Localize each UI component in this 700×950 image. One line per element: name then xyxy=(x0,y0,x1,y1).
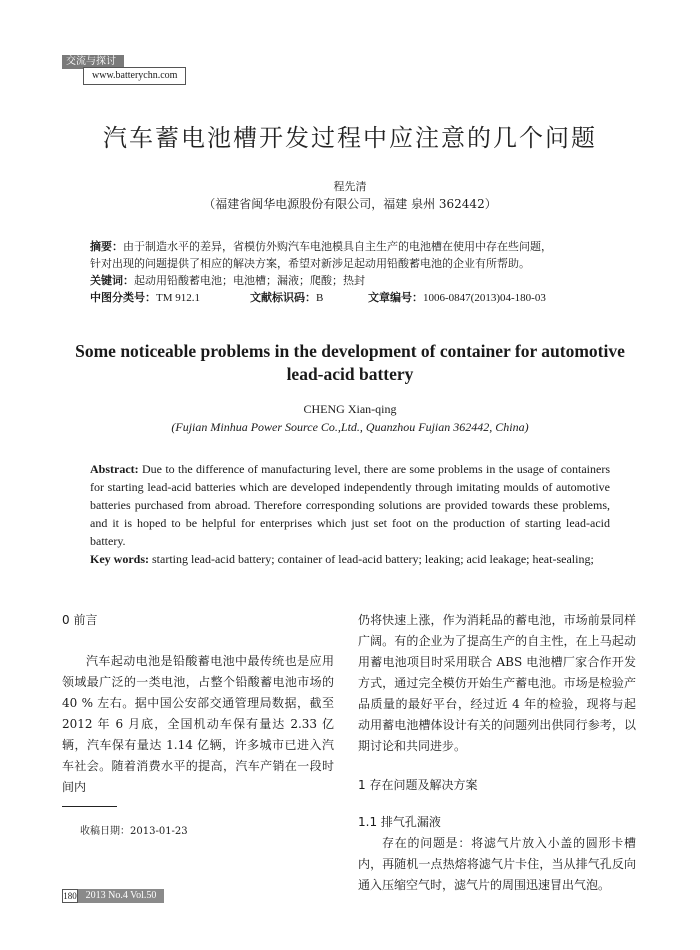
chinese-keywords xyxy=(90,272,610,289)
english-affiliation: (Fujian Minhua Power Source Co.,Ltd., Quanzhou Fujian 362442, China) xyxy=(171,420,529,434)
english-keywords-text: starting lead-acid battery; container of lead-acid battery; leaking; acid leakage; heat-sealing; xyxy=(152,552,594,566)
chinese-author: 程先清 xyxy=(333,180,367,193)
english-keywords-label: Key words: xyxy=(90,552,149,566)
chinese-affiliation: （福建省闽华电源股份有限公司，福建 泉州 362442） xyxy=(203,197,497,211)
chinese-abstract xyxy=(90,238,610,272)
received-date-footnote: 收稿日期：2013-01-23 xyxy=(80,826,188,837)
classification-line xyxy=(90,289,610,307)
section-tag: 交流与探讨 xyxy=(62,55,124,69)
footnote-rule xyxy=(62,806,117,807)
english-keywords xyxy=(90,550,610,568)
clc-value: TM 912.1 xyxy=(156,292,200,304)
article-number-label: 文章编号： xyxy=(368,291,423,304)
clc-label: 中图分类号： xyxy=(90,291,156,304)
english-title: Some noticeable problems in the development of container for automotive lead-acid battery xyxy=(75,341,625,384)
doc-code-value: B xyxy=(316,292,324,304)
right-column xyxy=(358,610,636,896)
chinese-title: 汽车蓄电池槽开发过程中应注意的几个问题 xyxy=(103,124,597,152)
chinese-keywords-label: 关键词： xyxy=(90,274,134,287)
journal-website: www.batterychn.com xyxy=(83,67,186,85)
issue-label: 2013 No.4 Vol.50 xyxy=(78,889,164,903)
doc-code-label: 文献标识码： xyxy=(250,291,316,304)
left-column xyxy=(62,610,334,798)
article-number-value: 1006-0847(2013)04-180-03 xyxy=(423,292,546,304)
english-abstract xyxy=(90,460,610,550)
section-1-1-paragraph: 存在的问题是：将滤气片放入小盖的圆形卡槽内，再随机一点热熔将滤气片卡住，当从排气孔反向通入压缩空气时，滤气片的周围迅速冒出气泡。 xyxy=(358,836,636,892)
section-0-heading: 0 前言 xyxy=(62,613,98,627)
chinese-abstract-line1: 由于制造水平的差异，省模仿外购汽车电池模具自主生产的电池槽在使用中存在些问题， xyxy=(123,240,552,253)
section-0-paragraph: 汽车起动电池是铅酸蓄电池中最传统也是应用领域最广泛的一类电池，占整个铅酸蓄电池市场的 40 % 左右。据中国公安部交通管理局数据，截至 2012 年 6 月底，全国机动车保有量达 2.33 亿辆，汽车保有量达 1.14 亿辆，许多城市已进入汽车社会。随着消费水平的提高，汽车产销在一段时间内 xyxy=(62,654,334,794)
chinese-keywords-text: 起动用铅酸蓄电池；电池槽；漏液；爬酸；热封 xyxy=(134,274,365,287)
english-author: CHENG Xian-qing xyxy=(303,402,397,416)
page-number: 180 xyxy=(63,891,77,901)
continued-paragraph: 仍将快速上涨，作为消耗品的蓄电池，市场前景同样广阔。有的企业为了提高生产的自主性，在上马起动用蓄电池项目时采用联合 ABS 电池槽厂家合作开发方式，通过完全模仿开始生产蓄电池。市场是检验产品质量的最好平台，经过近 4 年的检验，现将与起动用蓄电池槽体设计有关的问题列出供同行参考，以期讨论和共同进步。 xyxy=(358,613,636,753)
english-abstract-label: Abstract: xyxy=(90,462,139,476)
chinese-abstract-label: 摘要： xyxy=(90,240,123,253)
chinese-abstract-line2: 针对出现的问题提供了相应的解决方案，希望对新涉足起动用铅酸蓄电池的企业有所帮助。 xyxy=(90,257,530,270)
english-abstract-text: Due to the difference of manufacturing level, there are some problems in the usage of containers for starting lead-acid batteries which are developed independently through imitating moulds of automotive batteries purchased from abroad. Therefore corresponding solutions are provided towards these problems, and it is hoped to be helpful for enterprises which just set foot on the production of starting lead-acid battery. xyxy=(90,462,610,548)
section-1-heading: 1 存在问题及解决方案 xyxy=(358,778,478,792)
section-1-1-heading: 1.1 排气孔漏液 xyxy=(358,815,441,829)
